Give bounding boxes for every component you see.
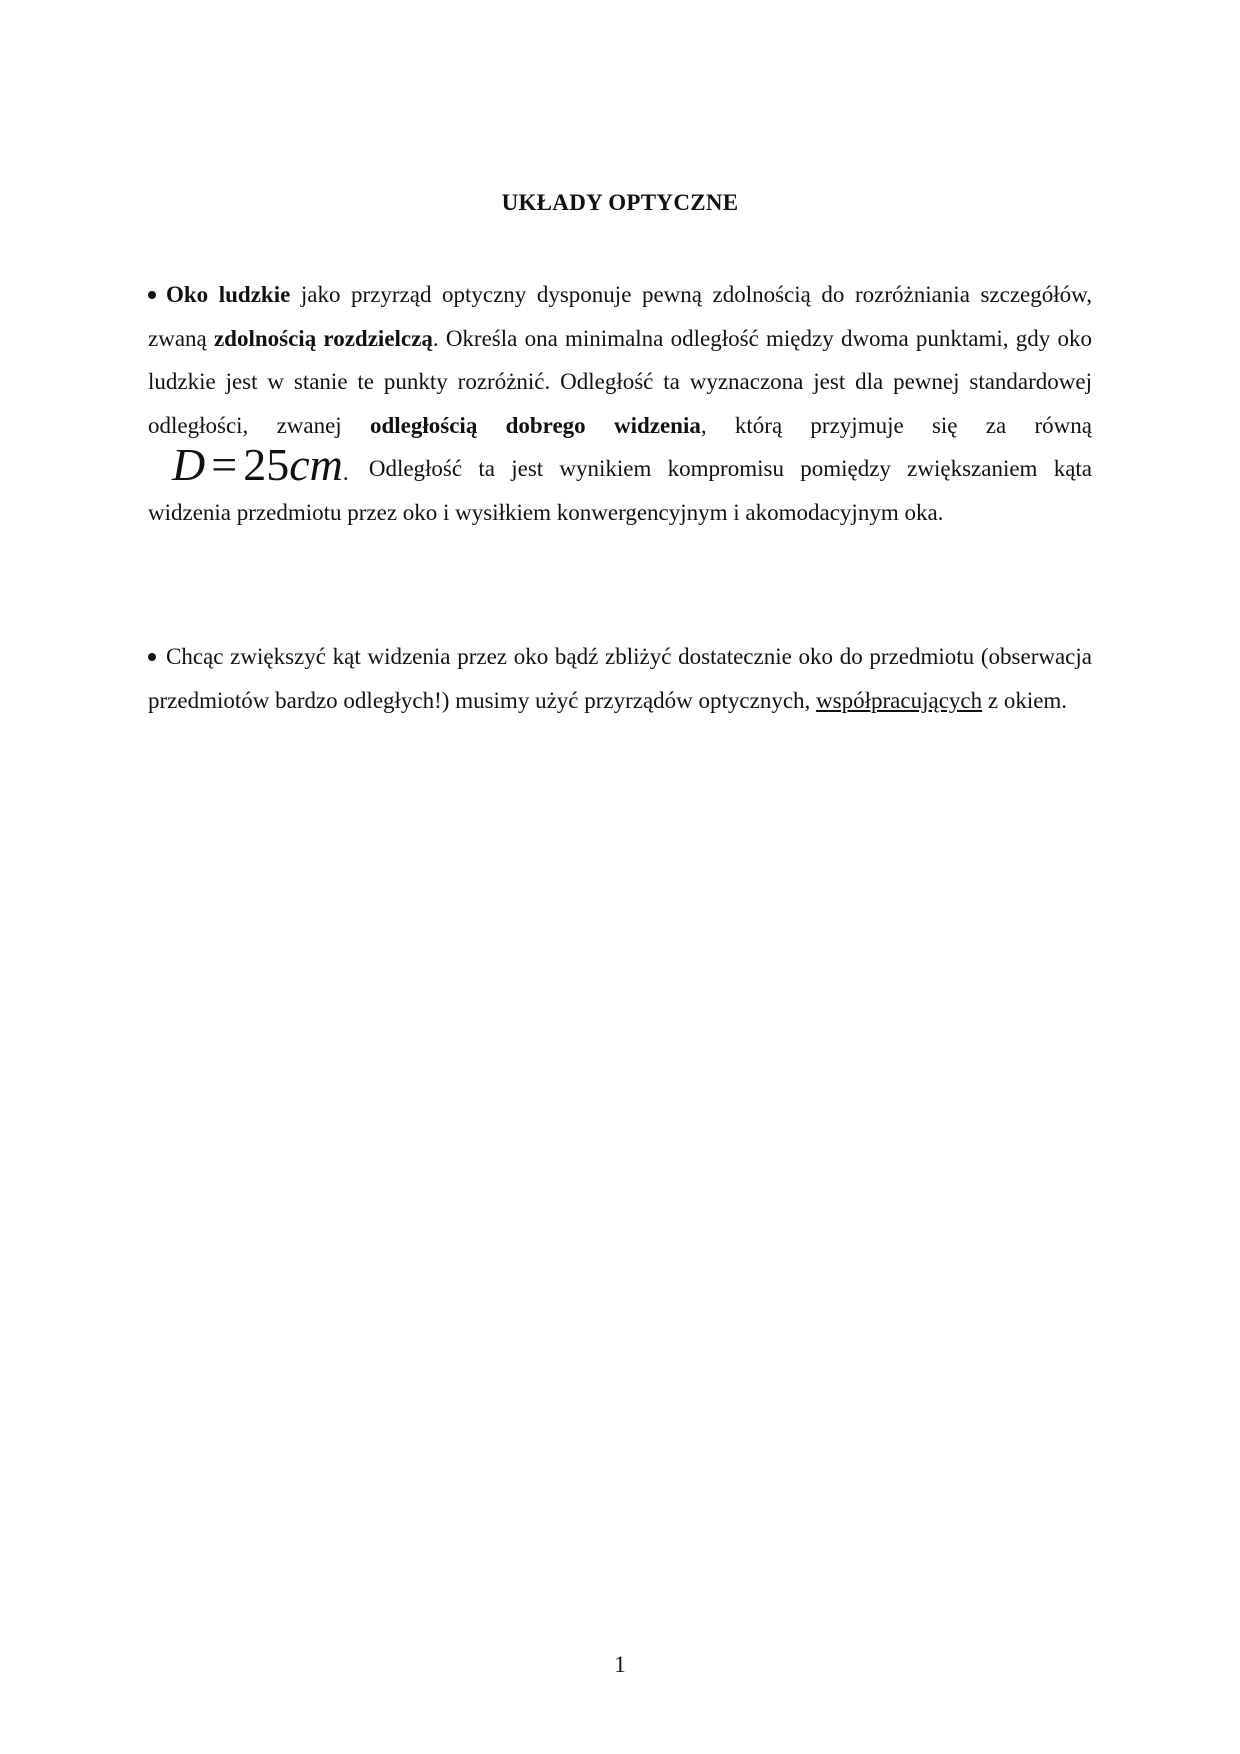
term-zdolnosc-rozdzielcza: zdolnością rozdzielczą [213, 325, 433, 351]
paragraph-text: , którą przyjmuje się za równą [700, 412, 1092, 438]
bullet-icon [148, 653, 156, 661]
page-title: UKŁADY OPTYCZNE [501, 190, 739, 215]
paragraph-optical-instruments [148, 635, 1092, 722]
formula-d-25cm [172, 439, 349, 490]
bullet-icon [148, 291, 156, 299]
term-oko-ludzkie: Oko ludzkie [166, 282, 291, 307]
formula-period: . [342, 460, 349, 485]
formula-number: 25 [243, 439, 290, 490]
paragraph-eye-resolution [148, 273, 1092, 534]
formula-equals: = [211, 439, 238, 490]
paragraph-text: jako przyrząd optyczny dysponuje pewną zdolnością do rozróżniania szczegółów, zwaną [148, 282, 1092, 351]
term-odleglosc-dobrego-widzenia: odległością dobrego widzenia [369, 412, 701, 438]
formula-variable: D [172, 439, 206, 490]
paragraph-text: z okiem. [982, 687, 1068, 713]
paragraph-text: . Określa ona minimalna odległość między dwoma punktami, gdy oko ludzkie jest w stanie te punkty rozróżnić. Odległość ta wyznaczona jest dla pewnej standardowej odległości, zwanej [148, 325, 1092, 438]
paragraph-text: Chcąc zwiększyć kąt widzenia przez oko bądź zbliżyć dostatecznie oko do przedmiotu (obserwacja przedmiotów bardzo odległych!) musimy użyć przyrządów optycznych, [148, 644, 1092, 713]
page-number: 1 [614, 1652, 626, 1677]
underlined-word: współpracujących [816, 687, 983, 713]
formula-unit: cm [289, 439, 343, 490]
paragraph-text: Odległość ta jest wynikiem kompromisu pomiędzy zwiększaniem kąta widzenia przedmiotu przez oko i wysiłkiem konwergencyjnym i akomodacyjnym oka. [148, 456, 1092, 525]
